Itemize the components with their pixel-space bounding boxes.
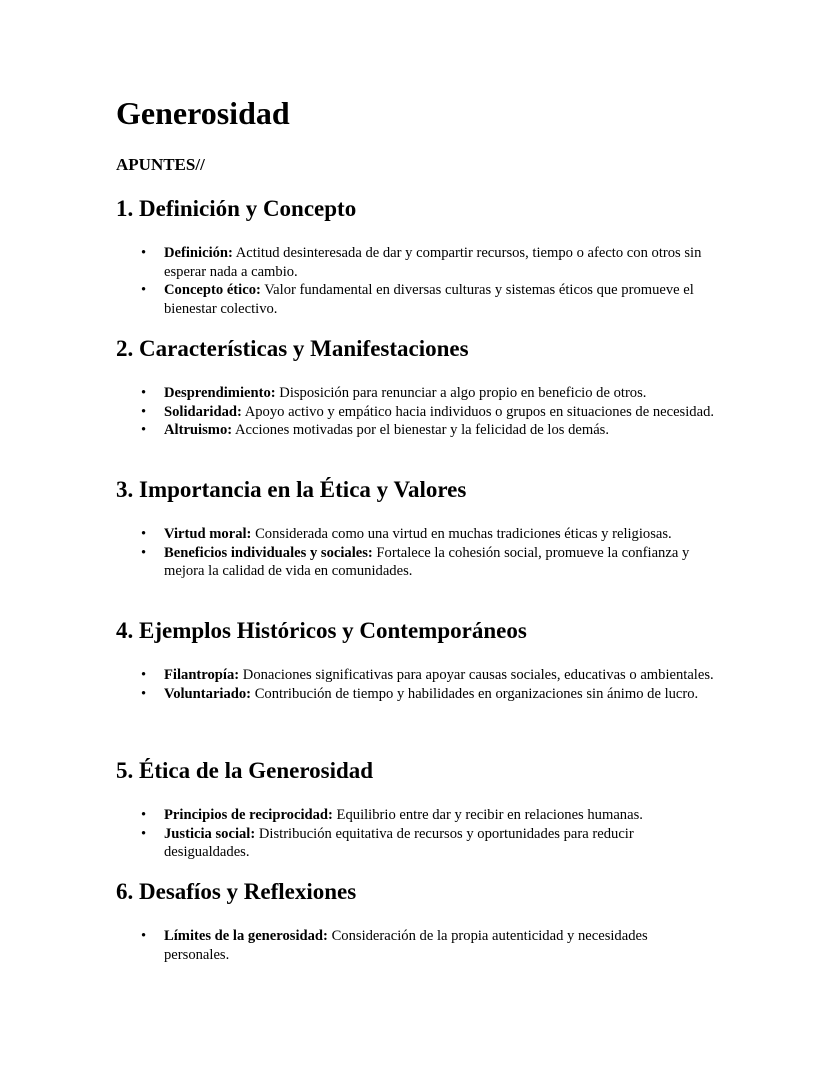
item-text: Valor fundamental en diversas culturas y sistemas éticos que promueve el bienestar colectivo. <box>164 282 694 317</box>
bullet-icon: • <box>141 403 147 420</box>
section-heading: 1. Definición y Concepto <box>116 196 357 221</box>
section-heading: 6. Desafíos y Reflexiones <box>116 879 357 904</box>
item-text: Donaciones significativas para apoyar causas sociales, educativas o ambientales. <box>239 667 714 683</box>
list-item <box>116 244 716 281</box>
bullet-icon: • <box>141 667 147 683</box>
bullet-list <box>116 806 716 862</box>
page-subtitle: APUNTES// <box>116 155 205 174</box>
item-text: Considerada como una virtud en muchas tradiciones éticas y religiosas. <box>251 526 672 542</box>
bullet-icon: • <box>141 526 147 542</box>
list-item <box>116 825 716 862</box>
list-item <box>116 384 716 403</box>
item-term: Altruismo: <box>164 422 233 439</box>
bullet-icon: • <box>141 807 147 823</box>
bullet-list <box>116 244 716 318</box>
bullet-icon: • <box>141 685 147 702</box>
bullet-icon: • <box>141 928 147 944</box>
bullet-list <box>116 666 716 703</box>
item-term: Solidaridad: <box>164 403 242 420</box>
list-item <box>116 403 716 422</box>
item-term: Límites de la generosidad: <box>164 928 328 944</box>
list-item <box>116 421 716 440</box>
item-term: Principios de reciprocidad: <box>164 807 333 823</box>
item-term: Desprendimiento: <box>164 385 276 401</box>
item-text: Contribución de tiempo y habilidades en organizaciones sin ánimo de lucro. <box>251 685 699 702</box>
item-text: Distribución equitativa de recursos y oportunidades para reducir desigualdades. <box>164 825 634 861</box>
section-heading: 3. Importancia en la Ética y Valores <box>116 477 467 502</box>
item-text: Acciones motivadas por el bienestar y la felicidad de los demás. <box>232 422 609 439</box>
item-term: Beneficios individuales y sociales: <box>164 544 373 561</box>
page-title: Generosidad <box>116 95 290 131</box>
section-heading: 4. Ejemplos Históricos y Contemporáneos <box>116 618 527 643</box>
list-item <box>116 281 716 318</box>
section-6 <box>116 877 716 964</box>
item-term: Virtud moral: <box>164 526 252 542</box>
bullet-icon: • <box>141 422 147 439</box>
list-item <box>116 806 716 825</box>
item-text: Equilibrio entre dar y recibir en relaciones humanas. <box>332 807 643 823</box>
list-item <box>116 525 716 544</box>
item-term: Justicia social: <box>164 825 256 842</box>
item-term: Definición: <box>164 245 233 261</box>
item-term: Filantropía: <box>164 667 240 683</box>
bullet-icon: • <box>141 245 147 261</box>
item-term: Voluntariado: <box>164 685 252 702</box>
section-heading: 5. Ética de la Generosidad <box>116 758 374 783</box>
section-1 <box>116 194 716 318</box>
section-3 <box>116 475 716 581</box>
item-term: Concepto ético: <box>164 282 261 299</box>
section-5 <box>116 756 716 862</box>
list-item <box>116 544 716 581</box>
section-heading: 2. Características y Manifestaciones <box>116 336 469 361</box>
bullet-list <box>116 525 716 581</box>
item-text: Actitud desinteresada de dar y compartir recursos, tiempo o afecto con otros sin esperar nada a cambio. <box>164 245 702 280</box>
section-2 <box>116 334 716 440</box>
bullet-icon: • <box>141 385 147 401</box>
item-text: Disposición para renunciar a algo propio en beneficio de otros. <box>275 385 647 401</box>
list-item <box>116 927 716 964</box>
item-text: Consideración de la propia autenticidad y necesidades personales. <box>164 928 648 963</box>
section-4 <box>116 616 716 703</box>
bullet-icon: • <box>141 282 147 299</box>
list-item <box>116 685 716 704</box>
bullet-icon: • <box>141 544 147 561</box>
item-text: Apoyo activo y empático hacia individuos o grupos en situaciones de necesidad. <box>241 403 715 420</box>
bullet-icon: • <box>141 825 147 842</box>
bullet-list <box>116 927 716 964</box>
bullet-list <box>116 384 716 440</box>
item-text: Fortalece la cohesión social, promueve la confianza y mejora la calidad de vida en comunidades. <box>164 544 690 580</box>
list-item <box>116 666 716 685</box>
